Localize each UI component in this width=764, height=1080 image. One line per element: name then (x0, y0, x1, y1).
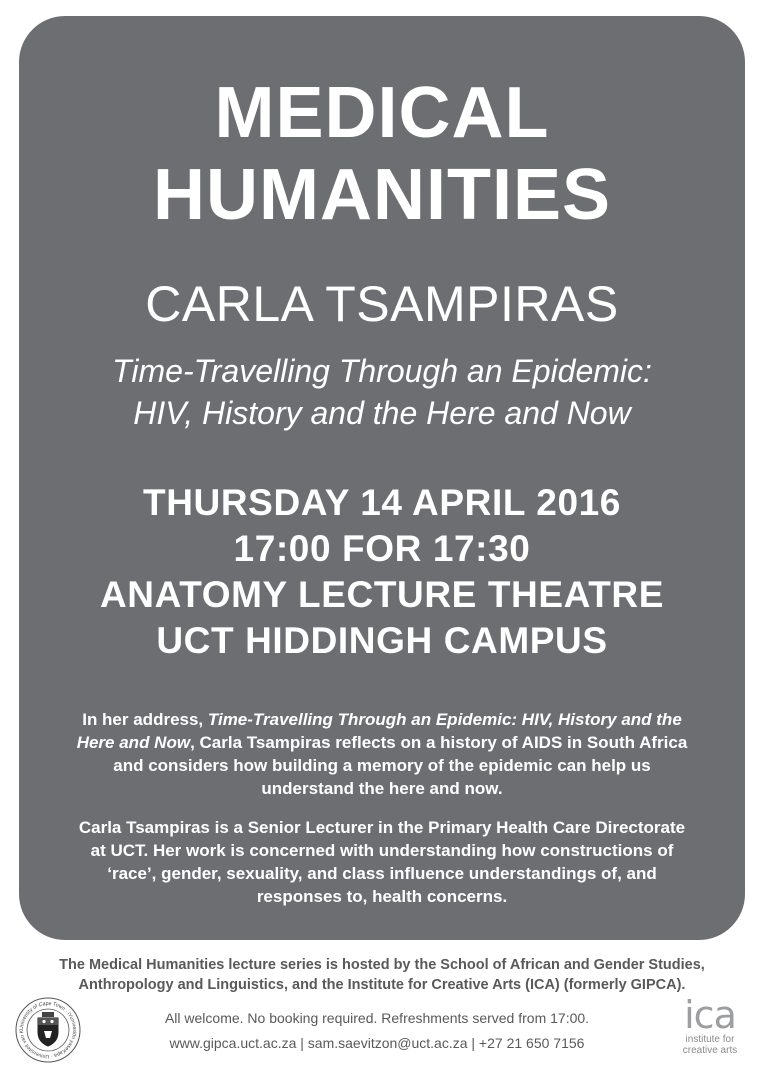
event-details (19, 480, 745, 664)
ica-subtitle-line-1: institute for (685, 1034, 735, 1045)
series-title-line-2: HUMANITIES (153, 155, 611, 235)
description-lead: In her address, (82, 710, 208, 729)
speaker-name: CARLA TSAMPIRAS (145, 276, 619, 332)
event-campus: UCT HIDDINGH CAMPUS (156, 620, 608, 661)
contact-line: www.gipca.uct.ac.za | sam.saevitzon@uct.ac.za | +27 21 650 7156 (169, 1035, 585, 1051)
hosting-note-line-2: Anthropology and Linguistics, and the Institute for Creative Arts (ICA) (formerly GIPCA). (78, 977, 686, 993)
ica-subtitle-line-2: creative arts (682, 1045, 738, 1056)
hosting-note-line-1: The Medical Humanities lecture series is hosted by the School of African and Gender Studies, (59, 957, 705, 973)
description (69, 708, 695, 924)
series-title (19, 72, 745, 236)
poster-panel (19, 16, 745, 940)
description-paragraph-1 (69, 708, 695, 800)
description-rest: , Carla Tsampiras reflects on a history of AIDS in South Africa and considers how building a memory of the epidemic can help us understand the here and now. (113, 733, 688, 798)
event-venue: ANATOMY LECTURE THEATRE (99, 574, 664, 615)
talk-title (19, 350, 745, 434)
welcome-note: All welcome. No booking required. Refreshments served from 17:00. (164, 1010, 590, 1026)
event-date: THURSDAY 14 APRIL 2016 (143, 482, 621, 523)
description-talk-title: Time-Travelling Through an Epidemic: HIV, History and the Here and Now (76, 710, 682, 752)
series-title-line-1: MEDICAL (214, 73, 550, 153)
ica-wordmark: ica (684, 993, 736, 1037)
talk-title-line-1: Time-Travelling Through an Epidemic: (112, 353, 652, 389)
footer-info (110, 1006, 644, 1056)
university-crest-icon (14, 996, 82, 1064)
ica-logo (672, 993, 748, 1066)
talk-title-line-2: HIV, History and the Here and Now (133, 395, 631, 431)
crest-ring-text: University of Cape Town · iYunivesithi yaseKapa · Universiteit van K (18, 1000, 78, 1060)
description-paragraph-2: Carla Tsampiras is a Senior Lecturer in the Primary Health Care Directorate at UCT. Her work is concerned with understanding how constructions of ‘race’, gender, sexuality, and class influence understandings of, and responses to, health concerns. (78, 818, 686, 906)
hosting-note (20, 955, 744, 995)
event-time: 17:00 FOR 17:30 (233, 528, 531, 569)
